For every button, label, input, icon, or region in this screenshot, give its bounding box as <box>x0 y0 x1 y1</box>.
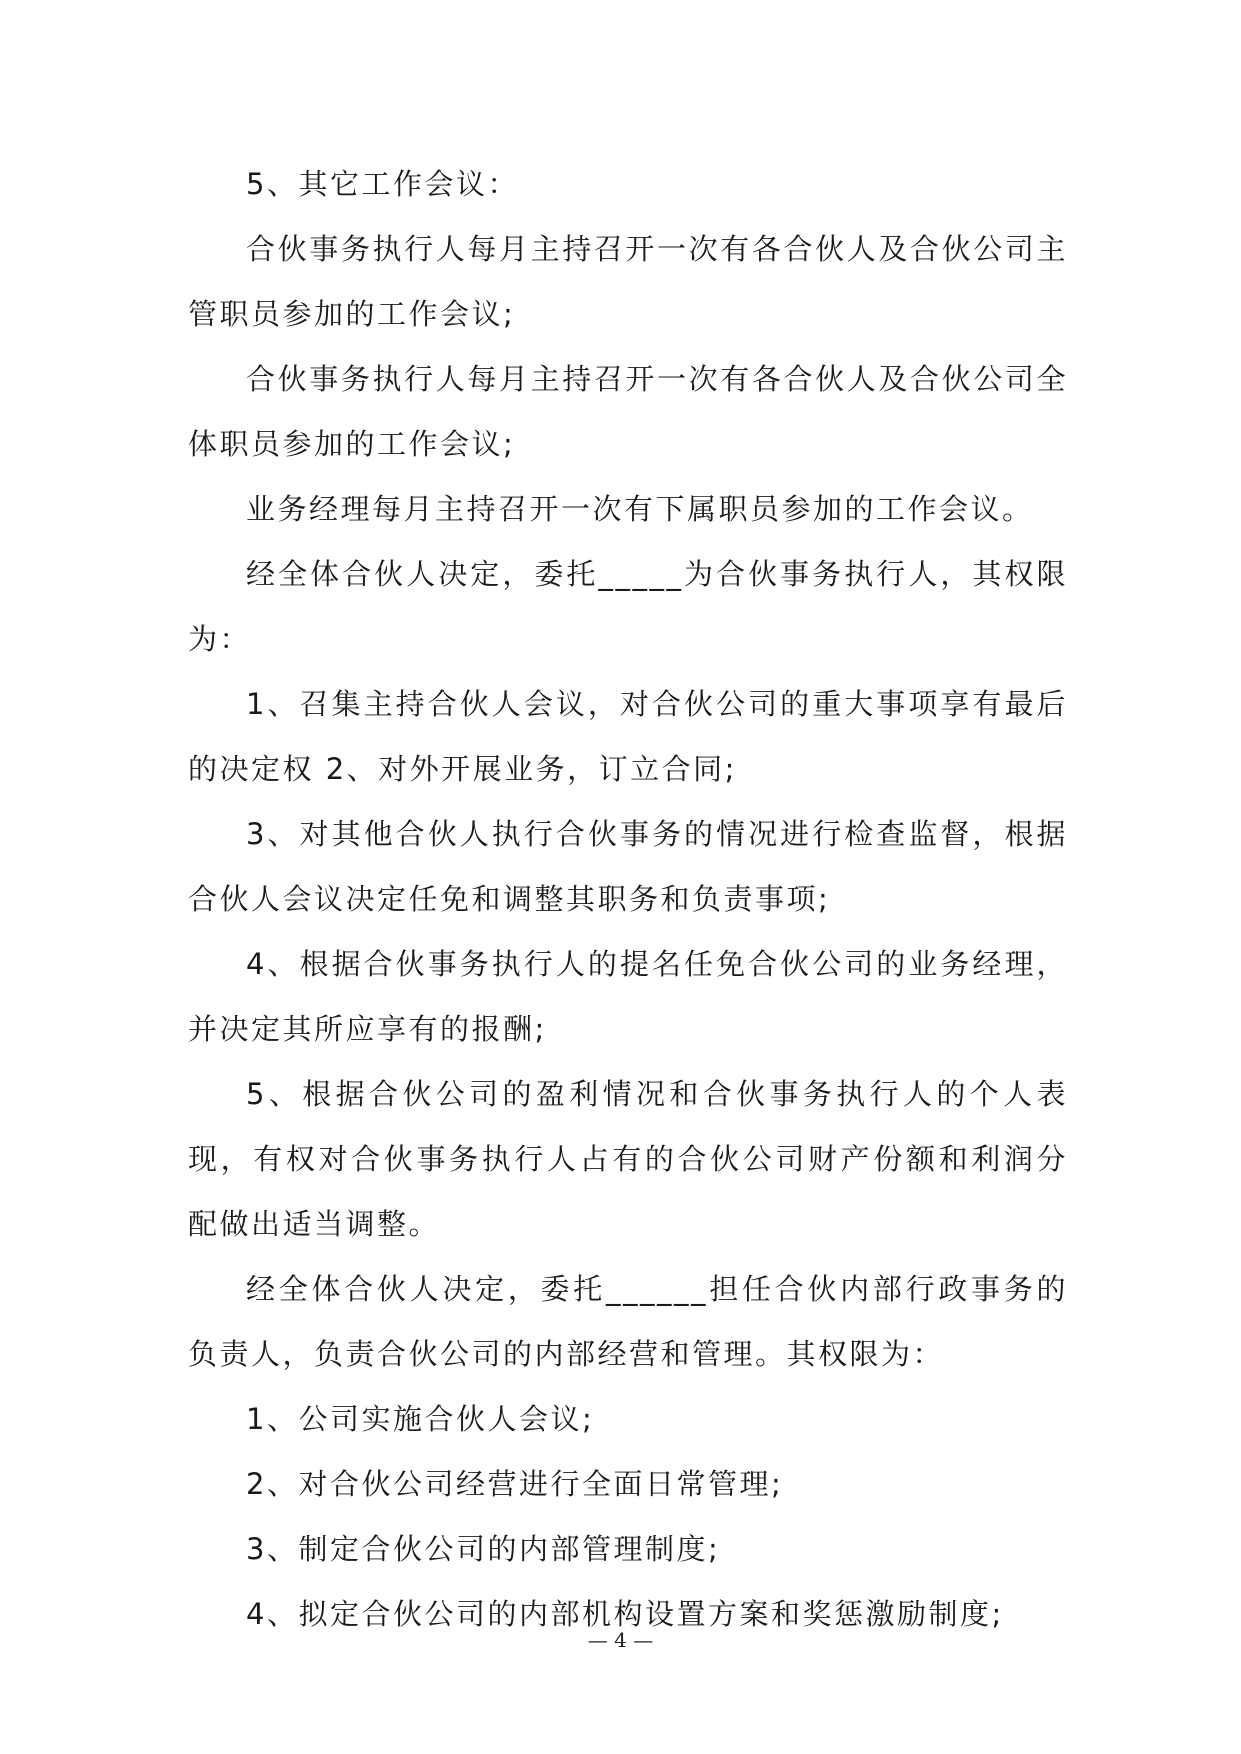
paragraph: 合伙事务执行人每月主持召开一次有各合伙人及合伙公司主管职员参加的工作会议; <box>188 232 1068 331</box>
paragraph: 1、召集主持合伙人会议，对合伙公司的重大事项享有最后的决定权 2、对外开展业务，订立合同; <box>188 687 1068 786</box>
paragraph: 4、拟定合伙公司的内部机构设置方案和奖惩激励制度; <box>246 1597 1004 1631</box>
paragraph: 合伙事务执行人每月主持召开一次有各合伙人及合伙公司全体职员参加的工作会议; <box>188 362 1068 461</box>
paragraph: 3、制定合伙公司的内部管理制度; <box>246 1532 721 1566</box>
paragraph: 5、根据合伙公司的盈利情况和合伙事务执行人的个人表现，有权对合伙事务执行人占有的合伙公司财产份额和利润分配做出适当调整。 <box>188 1077 1068 1241</box>
paragraph: 3、对其他合伙人执行合伙事务的情况进行检查监督，根据合伙人会议决定任免和调整其职务和负责事项; <box>188 817 1068 916</box>
paragraph: 经全体合伙人决定，委托______担任合伙内部行政事务的负责人，负责合伙公司的内部经营和管理。其权限为： <box>188 1272 1068 1371</box>
paragraph: 4、根据合伙事务执行人的提名任免合伙公司的业务经理，并决定其所应享有的报酬; <box>188 947 1068 1046</box>
paragraph: 5、其它工作会议： <box>246 167 519 201</box>
paragraph: 2、对合伙公司经营进行全面日常管理; <box>246 1467 784 1501</box>
paragraph: 业务经理每月主持召开一次有下属职员参加的工作会议。 <box>246 492 1034 526</box>
paragraph: 经全体合伙人决定，委托_____为合伙事务执行人，其权限为： <box>188 557 1068 656</box>
document-body <box>188 152 1068 1647</box>
paragraph: 1、公司实施合伙人会议; <box>246 1402 595 1436</box>
page-number: — 4 — <box>587 1628 654 1652</box>
